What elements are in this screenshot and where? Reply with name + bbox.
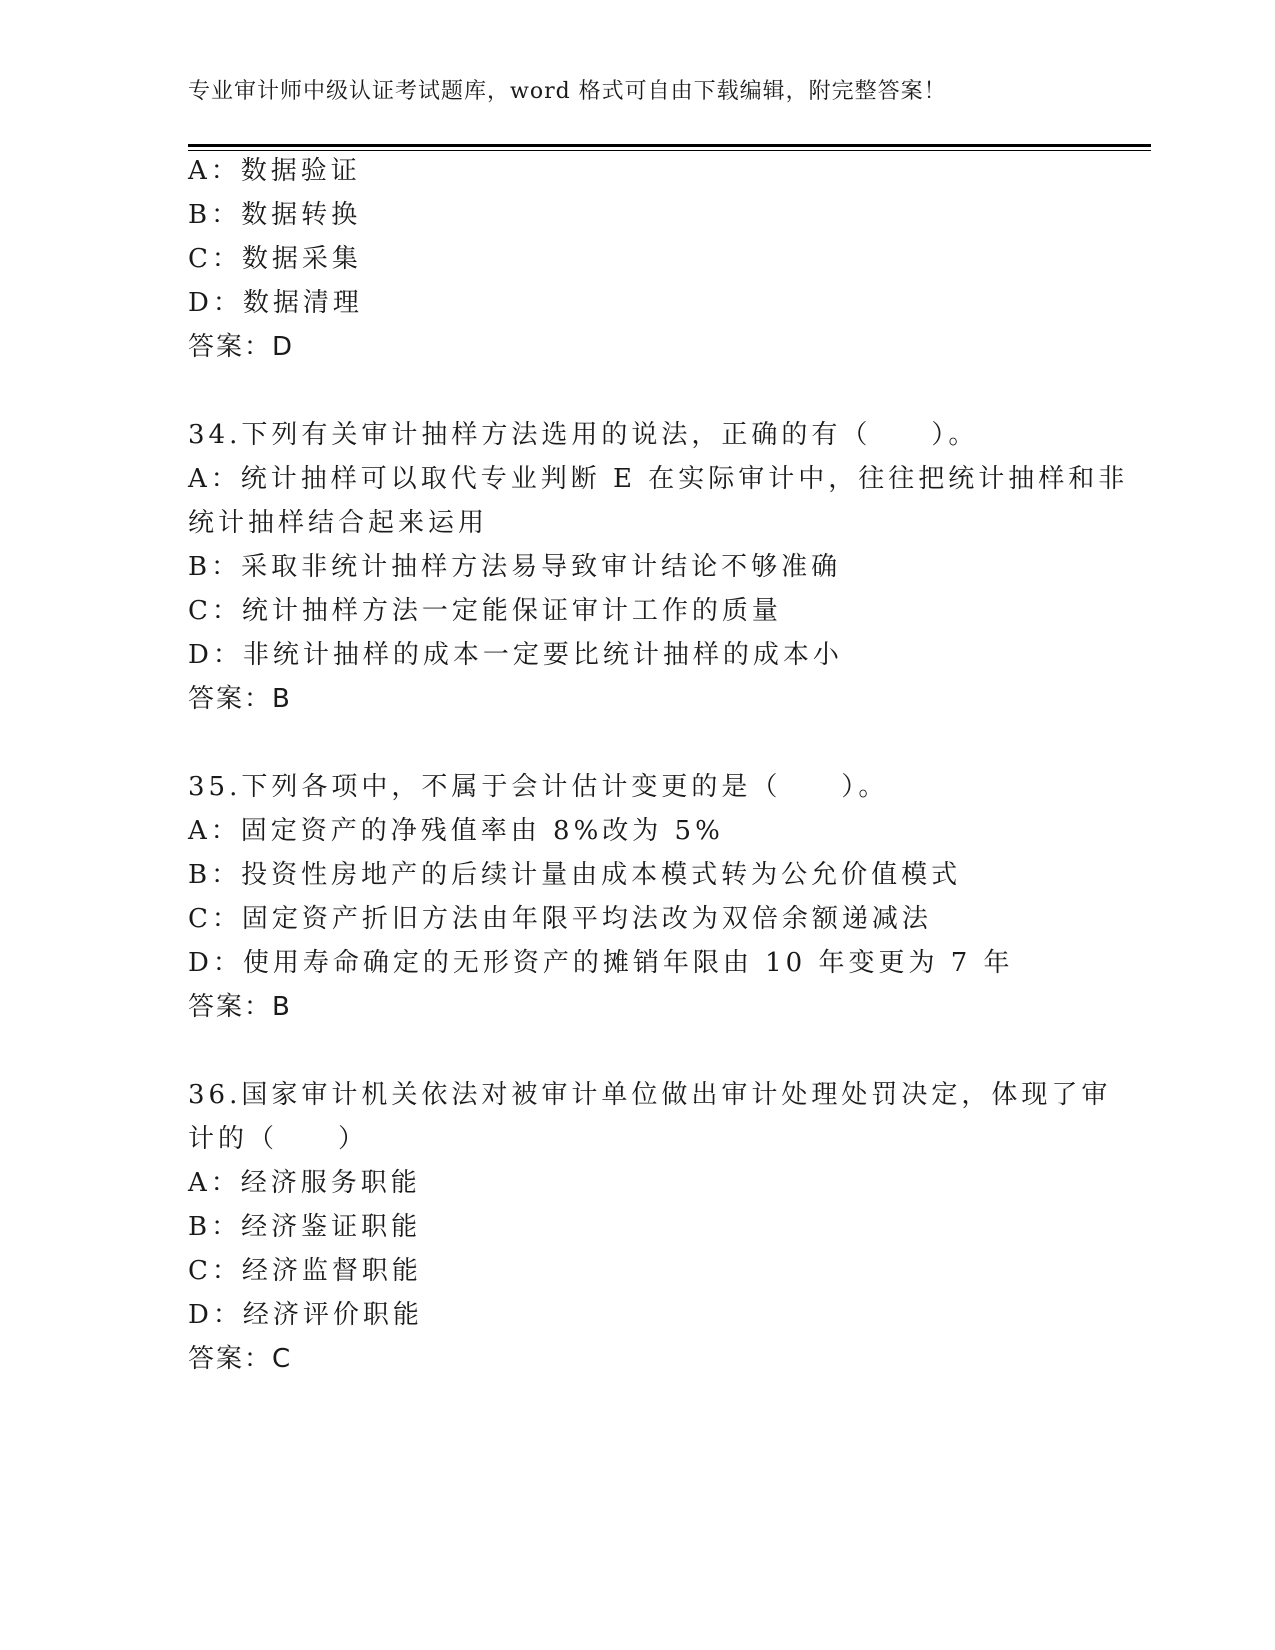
q36-option-c: C：经济监督职能 bbox=[188, 1256, 422, 1286]
q33-option-d: D：数据清理 bbox=[188, 288, 363, 318]
q35-stem: 35.下列各项中，不属于会计估计变更的是（ ）。 bbox=[188, 772, 889, 802]
q35-option-a: A：固定资产的净残值率由 8%改为 5% bbox=[188, 816, 724, 846]
q35-option-b: B：投资性房地产的后续计量由成本模式转为公允价值模式 bbox=[188, 860, 962, 890]
header-divider bbox=[188, 144, 1151, 147]
q33-option-a: A：数据验证 bbox=[188, 156, 361, 186]
q34-answer: 答案：B bbox=[188, 684, 292, 714]
q36-answer: 答案：C bbox=[188, 1344, 293, 1374]
q34-option-a-line1: A：统计抽样可以取代专业判断 E 在实际审计中，往往把统计抽样和非 bbox=[188, 464, 1129, 494]
q36-stem-line2: 计的（ ） bbox=[188, 1124, 369, 1154]
q33-option-b: B：数据转换 bbox=[188, 200, 362, 230]
q34-option-d: D：非统计抽样的成本一定要比统计抽样的成本小 bbox=[188, 640, 843, 670]
q34-stem: 34.下列有关审计抽样方法选用的说法，正确的有（ ）。 bbox=[188, 420, 979, 450]
q35-answer: 答案：B bbox=[188, 992, 292, 1022]
q34-option-a-line2: 统计抽样结合起来运用 bbox=[188, 508, 489, 538]
q34-option-c: C：统计抽样方法一定能保证审计工作的质量 bbox=[188, 596, 782, 626]
q36-option-a: A：经济服务职能 bbox=[188, 1168, 421, 1198]
q33-option-c: C：数据采集 bbox=[188, 244, 362, 274]
q36-option-b: B：经济鉴证职能 bbox=[188, 1212, 422, 1242]
q36-stem-line1: 36.国家审计机关依法对被审计单位做出审计处理处罚决定，体现了审 bbox=[188, 1080, 1112, 1110]
q35-option-d: D：使用寿命确定的无形资产的摊销年限由 10 年变更为 7 年 bbox=[188, 948, 1014, 978]
page-header: 专业审计师中级认证考试题库，word 格式可自由下载编辑，附完整答案！ bbox=[188, 79, 947, 104]
q36-option-d: D：经济评价职能 bbox=[188, 1300, 423, 1330]
q35-option-c: C：固定资产折旧方法由年限平均法改为双倍余额递减法 bbox=[188, 904, 932, 934]
q34-option-b: B：采取非统计抽样方法易导致审计结论不够准确 bbox=[188, 552, 842, 582]
q33-answer: 答案：D bbox=[188, 332, 295, 362]
